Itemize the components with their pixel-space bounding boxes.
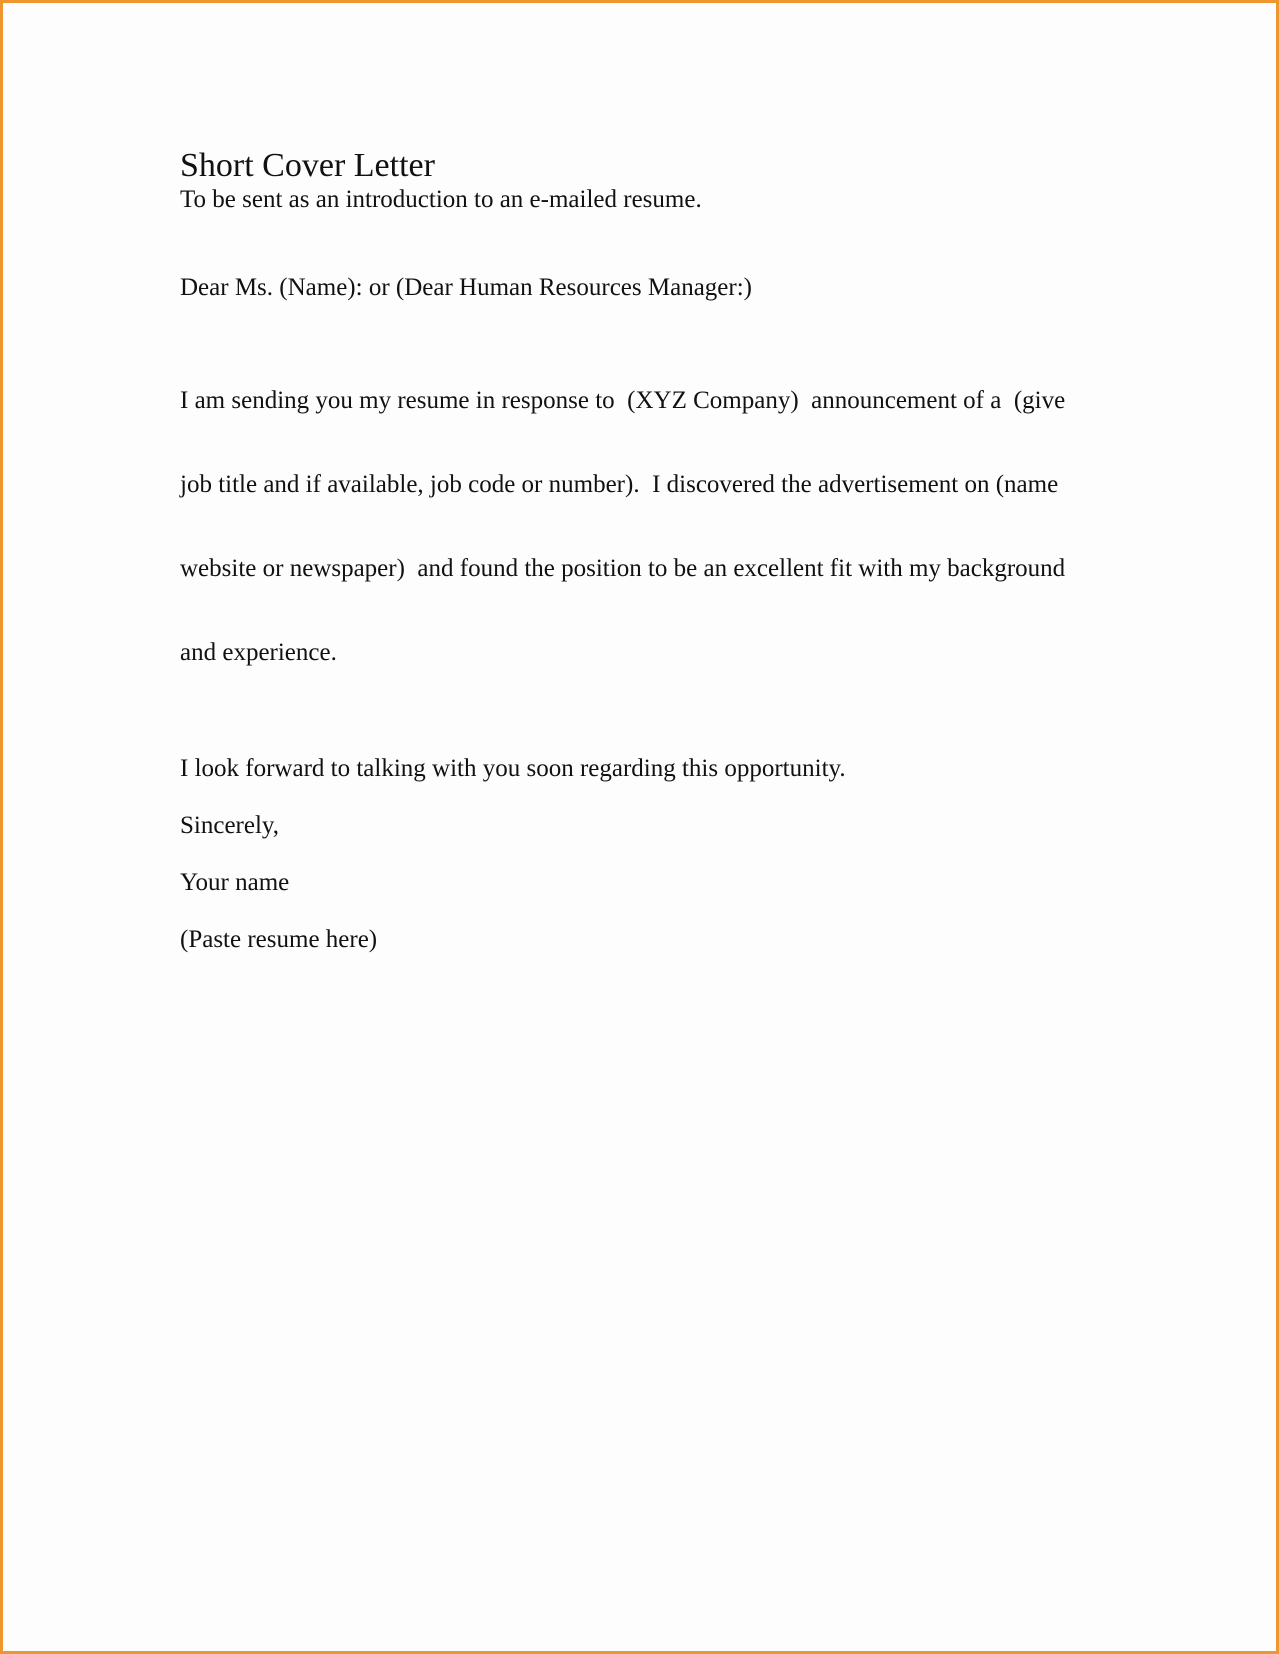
closing-line: I look forward to talking with you soon regarding this opportunity. <box>180 755 846 782</box>
body-line: I am sending you my resume in response to (XYZ Company) announcement of a (give <box>180 387 1066 414</box>
body-paragraph <box>180 331 1080 723</box>
salutation-line: Dear Ms. (Name): or (Dear Human Resources Manager:) <box>180 274 752 301</box>
body-line: job title and if available, job code or number). I discovered the advertisement on (name <box>180 471 1059 498</box>
paste-resume-line: (Paste resume here) <box>180 926 378 953</box>
letter-title: Short Cover Letter <box>180 147 435 184</box>
signature-line: Your name <box>180 869 290 896</box>
signoff-line: Sincerely, <box>180 812 280 839</box>
body-line: and experience. <box>180 639 337 666</box>
body-line: website or newspaper) and found the position to be an excellent fit with my background <box>180 555 1066 582</box>
letter-content <box>180 146 1080 954</box>
letter-subtitle: To be sent as an introduction to an e-mailed resume. <box>180 186 702 213</box>
